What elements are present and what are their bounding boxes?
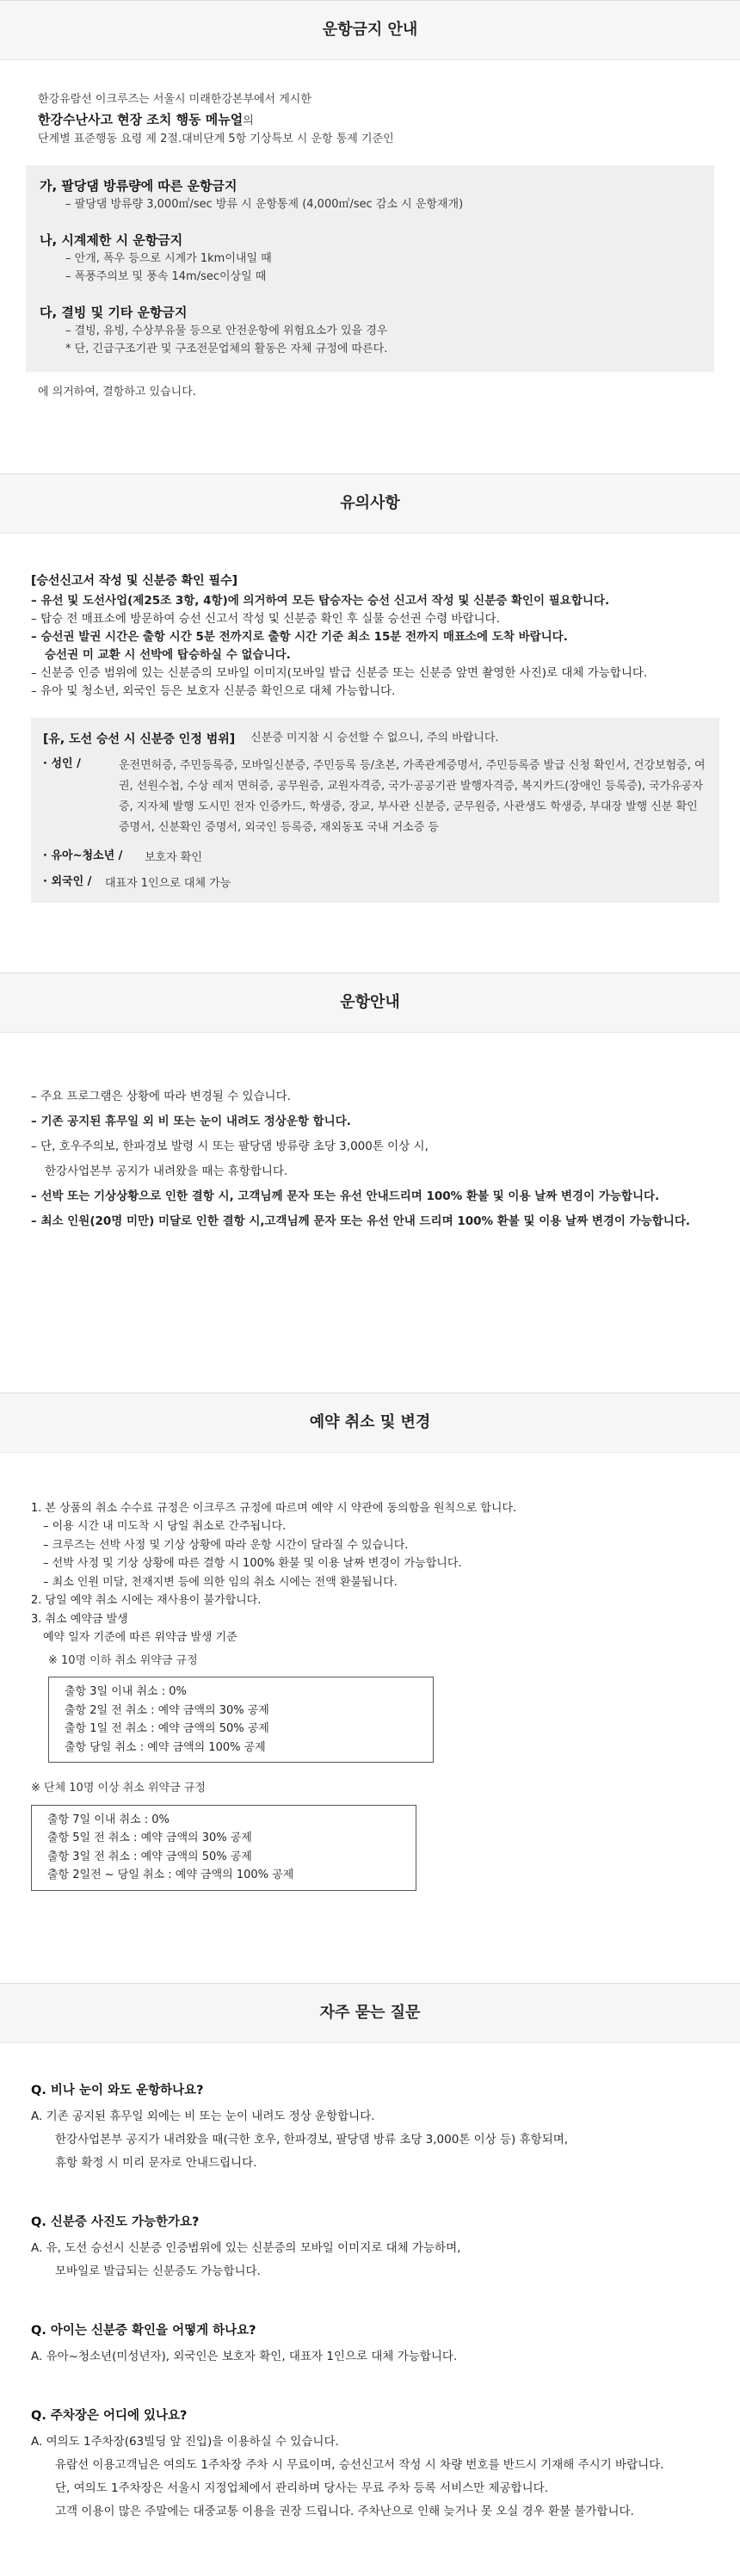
intro-text — [38, 91, 714, 148]
suspension-footer: 에 의거하여, 결항하고 있습니다. — [38, 386, 196, 399]
faq-answer: 휴항 확정 시 미리 문자로 안내드립니다. — [55, 2155, 257, 2170]
intro-line: 단계별 표준행동 요령 제 2절.대비단계 5항 기상특보 시 운항 통제 기준인 — [38, 132, 394, 145]
intro-line — [38, 109, 714, 131]
rule-item: 출항 당일 취소 : 예약 금액의 100% 공제 — [65, 1740, 266, 1754]
rules-box — [26, 165, 714, 372]
section-title: 운항금지 안내 — [322, 20, 418, 39]
faq-item — [31, 2209, 709, 2283]
faq-answer: 한강사업본부 공지가 내려왔을 때(극한 호우, 한파경보, 팔당댐 방류 초당 3,000톤 이상 등) 휴항되며, — [55, 2132, 569, 2147]
id-row — [43, 756, 707, 838]
manual-title: 한강수난사고 현장 조치 행동 메뉴얼 — [38, 111, 244, 127]
notice-section — [0, 473, 740, 973]
cancel-line: 1. 본 상품의 취소 수수료 규정은 이크루즈 규정에 따르며 예약 시 약관에 동의함을 원칙으로 합니다. — [31, 1502, 517, 1515]
faq-answer: A. 기존 공지된 휴무일 외에는 비 또는 눈이 내려도 정상 운항합니다. — [31, 2109, 375, 2123]
id-range-box — [31, 718, 719, 903]
rule-line: * 단, 긴급구조기관 및 구조전문업체의 활동은 자체 규정에 따른다. — [65, 342, 388, 355]
faq-item — [31, 2403, 709, 2523]
operation-line: – 기존 공지된 휴무일 외 비 또는 눈이 내려도 정상운항 합니다. — [31, 1115, 351, 1129]
id-value: 보호자 확인 — [145, 850, 202, 864]
faq-question: Q. 비나 눈이 와도 운항하나요? — [31, 2084, 204, 2097]
notice-line: – 유선 및 도선사업(제25조 3항, 4항)에 의거하여 모든 탑승자는 승선 신고서 작성 및 신분증 확인이 필요합니다. — [31, 594, 610, 608]
faq-answer: 고객 이용이 많은 주말에는 대중교통 이용을 권장 드립니다. 주차난으로 인해 늦거나 못 오실 경우 환불 불가합니다. — [55, 2504, 634, 2518]
notice-line: – 유아 및 청소년, 외국인 등은 보호자 신분증 확인으로 대체 가능합니다. — [31, 684, 396, 698]
section-header — [0, 473, 740, 534]
id-range-heading: [유, 도선 승선 시 신분증 인정 범위] — [43, 732, 236, 746]
rule-line: – 폭풍주의보 및 풍속 14m/sec이상일 때 — [65, 269, 267, 283]
section-body — [0, 2043, 740, 2558]
faq-question: Q. 주차장은 어디에 있나요? — [31, 2408, 188, 2423]
section-header — [0, 1393, 740, 1453]
cancel-section — [0, 1393, 740, 1983]
section-header — [0, 973, 740, 1033]
rule-title: 다, 결빙 및 기타 운항금지 — [40, 304, 188, 320]
id-key: · 성인 / — [43, 757, 81, 771]
faq-answer: A. 유아~청소년(미성년자), 외국인은 보호자 확인, 대표자 1인으로 대체 가능합니다. — [31, 2349, 458, 2363]
operation-line: – 주요 프로그램은 상황에 따라 변경될 수 있습니다. — [31, 1090, 291, 1103]
id-value: 대표자 1인으로 대체 가능 — [105, 876, 231, 890]
cancel-line: – 선박 사정 및 기상 상황에 따른 결항 시 100% 환불 및 이용 날짜 변경이 가능합니다. — [43, 1557, 462, 1571]
faq-answer: 유람선 이용고객님은 여의도 1주차장 주차 시 무료이며, 승선신고서 작성 시 차량 번호를 반드시 기재해 주시기 바랍니다. — [55, 2457, 664, 2472]
faq-question: Q. 신분증 사진도 가능한가요? — [31, 2215, 200, 2229]
rule-title: 나, 시계제한 시 운항금지 — [40, 232, 183, 249]
faq-item — [31, 2078, 709, 2175]
id-range-header — [43, 730, 707, 749]
large-group-note: ※ 단체 10명 이상 취소 위약금 규정 — [31, 1782, 206, 1795]
section-body — [0, 1453, 740, 1983]
section-title: 유의사항 — [340, 493, 400, 512]
cancel-line: – 크루즈는 선박 사정 및 기상 상황에 따라 운항 시간이 달라질 수 있습니다. — [43, 1538, 409, 1552]
rule-item: 출항 3일 전 취소 : 예약 금액의 50% 공제 — [47, 1850, 252, 1863]
section-title: 운항안내 — [340, 992, 400, 1011]
section-body — [0, 60, 740, 473]
rule-title: 가, 팔당댐 방류량에 따른 운항금지 — [40, 178, 237, 195]
operation-line: – 선박 또는 기상상황으로 인한 결항 시, 고객님께 문자 또는 유선 안내드리며 100% 환불 및 이용 날짜 변경이 가능합니다. — [31, 1189, 660, 1204]
rule-line: – 팔당댐 방류량 3,000㎥/sec 방류 시 운항통제 (4,000㎥/sec 감소 시 운항재개) — [65, 198, 464, 212]
notice-line: – 신분증 인증 범위에 있는 신분증의 모바일 이미지(모바일 발급 신분증 또는 신분증 앞면 촬영한 사진)로 대체 가능합니다. — [31, 666, 648, 681]
notice-heading: [승선신고서 작성 및 신분증 확인 필수] — [31, 574, 238, 588]
operation-section — [0, 973, 740, 1393]
cancel-line: 3. 취소 예약금 발생 — [31, 1612, 128, 1626]
intro-line: 한강유람선 이크루즈는 서울시 미래한강본부에서 게시한 — [38, 93, 311, 106]
id-range-note: 신분증 미지참 시 승선할 수 없으니, 주의 바랍니다. — [250, 731, 499, 744]
section-title: 예약 취소 및 변경 — [309, 1412, 431, 1431]
small-group-note: ※ 10명 이하 취소 위약금 규정 — [48, 1653, 198, 1667]
faq-answer: 단, 여의도 1주차장은 서울시 지정업체에서 관리하며 당사는 무료 주차 등록 서비스만 제공합니다. — [55, 2480, 548, 2495]
cancel-line: 2. 당일 예약 취소 시에는 재사용이 불가합니다. — [31, 1594, 262, 1608]
id-row — [43, 874, 707, 894]
section-header — [0, 1983, 740, 2043]
rule-item: 출항 1일 전 취소 : 예약 금액의 50% 공제 — [65, 1722, 269, 1736]
section-body — [0, 534, 740, 973]
rule-item: 출항 5일 전 취소 : 예약 금액의 30% 공제 — [47, 1832, 252, 1845]
operation-line: – 단, 호우주의보, 한파경보 발령 시 또는 팔당댐 방류량 초당 3,000톤 이상 시, — [31, 1140, 429, 1154]
rule-item: 출항 3일 이내 취소 : 0% — [65, 1685, 187, 1699]
large-group-rules — [31, 1805, 416, 1891]
section-title: 자주 묻는 질문 — [319, 2003, 421, 2022]
faq-answer: 모바일로 발급되는 신분증도 가능합니다. — [55, 2264, 261, 2278]
rule-line: – 안개, 폭우 등으로 시계가 1km이내일 때 — [65, 252, 272, 266]
faq-question: Q. 아이는 신분증 확인을 어떻게 하나요? — [31, 2323, 256, 2338]
section-body — [0, 1033, 740, 1393]
rule-item: 출항 2일전 ~ 당일 취소 : 예약 금액의 100% 공제 — [47, 1869, 294, 1882]
intro-suffix: 의 — [243, 114, 254, 127]
operation-line: 한강사업본부 공지가 내려왔을 때는 휴항합니다. — [45, 1164, 288, 1179]
rule-item: 출항 7일 이내 취소 : 0% — [47, 1813, 170, 1826]
rule-line: – 결빙, 유빙, 수상부유물 등으로 안전운항에 위험요소가 있을 경우 — [65, 324, 388, 337]
small-group-rules — [48, 1677, 434, 1763]
id-value: 운전면허증, 주민등록증, 모바일신분증, 주민등록 등/초본, 가족관계증명서, 주민등록증 발급 신청 확인서, 건강보험증, 여권, 선원수첩, 수상 레저 면허증, 공무원증, 교원자격증, 국가‧공공기관 발행자격증, 복지카드(장애인 등록증), 국가유공자증, 지자체 발행 도시민 전자 인증카드, 학생증, 장교, 부사관 신분증, 군무원증, 사관생도 학생증, 부대장 발행 신분 확인 증명서, 신분확인 증명서, 외국인 등록증, 재외동포 국내 거소증 등 — [119, 759, 706, 835]
faq-answer: A. 유, 도선 승선시 신분증 인증범위에 있는 신분증의 모바일 이미지로 대체 가능하며, — [31, 2240, 461, 2255]
section-header — [0, 0, 740, 60]
faq-answer: A. 여의도 1주차장(63빌딩 앞 진입)을 이용하실 수 있습니다. — [31, 2434, 339, 2449]
notice-line: – 승선권 발권 시간은 출항 시간 5분 전까지로 출항 시간 기준 최소 15분 전까지 매표소에 도착 바랍니다. — [31, 630, 568, 645]
id-key: · 외국인 / — [43, 874, 92, 888]
id-key: · 유아~청소년 / — [43, 849, 123, 862]
suspension-section — [0, 0, 740, 473]
operation-line: – 최소 인원(20명 미만) 미달로 인한 결항 시,고객님께 문자 또는 유선 안내 드리며 100% 환불 및 이용 날짜 변경이 가능합니다. — [31, 1214, 690, 1229]
notice-line: 승선권 미 교환 시 선박에 탑승하실 수 없습니다. — [45, 648, 291, 663]
cancel-line: – 이용 시간 내 미도착 시 당일 취소로 간주됩니다. — [43, 1520, 287, 1534]
id-row — [43, 848, 707, 868]
cancel-line: 예약 일자 기준에 따른 위약금 발생 기준 — [43, 1631, 237, 1645]
faq-section — [0, 1983, 740, 2558]
notice-line: – 탑승 전 매표소에 방문하여 승선 신고서 작성 및 신분증 확인 후 실물 승선권 수령 바랍니다. — [31, 612, 500, 627]
faq-item — [31, 2318, 709, 2369]
cancel-line: – 최소 인원 미달, 천재지변 등에 의한 임의 취소 시에는 전액 환불됩니다. — [43, 1575, 398, 1589]
rule-item: 출항 2일 전 취소 : 예약 금액의 30% 공제 — [65, 1703, 269, 1717]
